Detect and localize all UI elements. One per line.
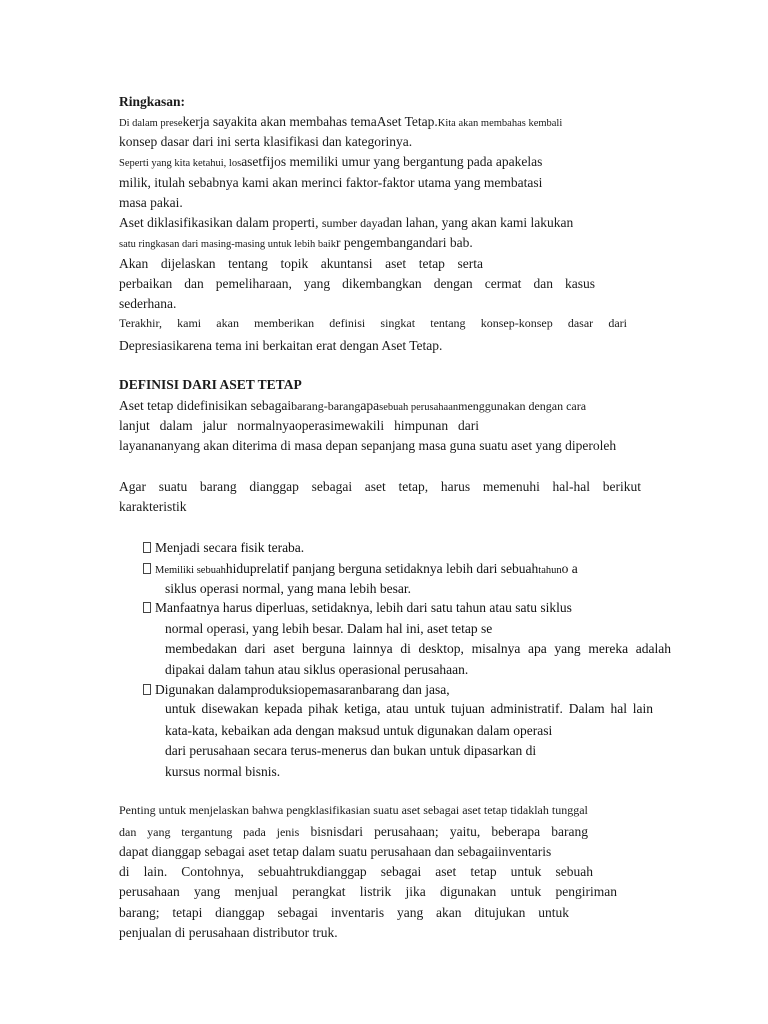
summary-line: Akan dijelaskan tentang topik akuntansi aset tetap serta (119, 256, 483, 271)
closing-line: dan yang tergantung pada jenis bisnisdari perusahaan; yaitu, beberapa barang (119, 824, 589, 839)
summary-heading: Ringkasan: (119, 94, 186, 109)
summary-line: Terakhir, kami akan memberikan definisi singkat tentang konsep-konsep dasar dari (119, 316, 627, 330)
definition-line: karakteristik (119, 499, 187, 514)
list-item: Manfaatnya harus diperluas, setidaknya, lebih dari satu tahun atau satu siklus (143, 599, 572, 617)
list-item-continuation: dipakai dalam tahun atau siklus operasional perusahaan. (165, 662, 469, 677)
summary-line: milik, itulah sebabnya kami akan merinci faktor-faktor utama yang membatasi (119, 175, 543, 190)
list-item-continuation: kursus normal bisnis. (165, 764, 281, 779)
closing-line: di lain. Contohnya, sebuahtrukdianggap sebagai aset tetap untuk sebuah (119, 864, 593, 879)
list-item: Memiliki sebuahhiduprelatif panjang berguna setidaknya lebih dari sebuahtahuno a (143, 560, 578, 580)
list-item: Digunakan dalamproduksiopemasaranbarang dan jasa, (143, 681, 450, 699)
bullet-box-icon (143, 563, 151, 574)
summary-line: Di dalam presekerja sayakita akan membahas temaAset Tetap.Kita akan membahas kembali (119, 114, 563, 129)
closing-line: perusahaan yang menjual perangkat listrik jika digunakan untuk pengiriman (119, 884, 617, 899)
list-item-continuation: untuk disewakan kepada pihak ketiga, atau untuk tujuan administratif. Dalam hal lain (165, 701, 653, 716)
list-item: Menjadi secara fisik teraba. (143, 539, 304, 557)
list-item-continuation: siklus operasi normal, yang mana lebih besar. (165, 581, 411, 596)
summary-line: satu ringkasan dari masing-masing untuk lebih baikr pengembangandari bab. (119, 235, 473, 250)
list-item-continuation: kata-kata, kebaikan ada dengan maksud untuk digunakan dalam operasi (165, 723, 553, 738)
summary-line: konsep dasar dari ini serta klasifikasi dan kategorinya. (119, 134, 413, 149)
list-item-continuation: normal operasi, yang lebih besar. Dalam hal ini, aset tetap se (165, 621, 493, 636)
list-item-continuation: membedakan dari aset berguna lainnya di desktop, misalnya apa yang mereka adalah (165, 641, 671, 656)
closing-line: barang; tetapi dianggap sebagai inventaris yang akan ditujukan untuk (119, 905, 569, 920)
definition-line: Agar suatu barang dianggap sebagai aset tetap, harus memenuhi hal-hal berikut (119, 479, 641, 494)
summary-line: Depresiasikarena tema ini berkaitan erat dengan Aset Tetap. (119, 338, 443, 353)
summary-line: Seperti yang kita ketahui, losasetfijos memiliki umur yang bergantung pada apakelas (119, 154, 543, 169)
bullet-box-icon (143, 684, 151, 695)
summary-line: masa pakai. (119, 195, 183, 210)
definition-line: layanananyang akan diterima di masa depan sepanjang masa guna suatu aset yang diperoleh (119, 438, 617, 453)
closing-line: penjualan di perusahaan distributor truk. (119, 925, 338, 940)
definition-line: Aset tetap didefinisikan sebagaibarang-barangapasebuah perusahaanmenggunakan dengan cara (119, 398, 587, 413)
definition-line: lanjut dalam jalur normalnyaoperasimewakili himpunan dari (119, 418, 479, 433)
summary-line: sederhana. (119, 296, 177, 311)
summary-line: perbaikan dan pemeliharaan, yang dikembangkan dengan cermat dan kasus (119, 276, 595, 291)
closing-line: Penting untuk menjelaskan bahwa pengklasifikasian suatu aset sebagai aset tetap tidaklah tunggal (119, 803, 588, 817)
bullet-box-icon (143, 542, 151, 553)
summary-line: Aset diklasifikasikan dalam properti, sumber dayadan lahan, yang akan kami lakukan (119, 215, 574, 230)
bullet-box-icon (143, 602, 151, 613)
closing-line: dapat dianggap sebagai aset tetap dalam suatu perusahaan dan sebagaiinventaris (119, 844, 552, 859)
definition-heading: DEFINISI DARI ASET TETAP (119, 377, 302, 392)
list-item-continuation: dari perusahaan secara terus-menerus dan bukan untuk dipasarkan di (165, 743, 537, 758)
